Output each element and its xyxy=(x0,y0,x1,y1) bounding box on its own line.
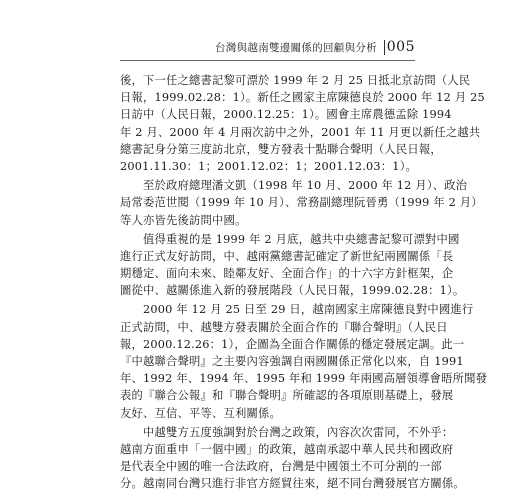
text-line: 後，下一任之總書記黎可漂於 1999 年 2 月 25 日抵北京訪問（人民 xyxy=(120,74,471,87)
text-line: 2001.11.30：1；2001.12.02：1；2001.12.03：1）。 xyxy=(120,159,418,173)
text-line: 至於政府總理潘文凱（1998 年 10 月、2000 年 12 月）、政治 xyxy=(120,179,468,193)
header-divider xyxy=(384,40,385,55)
text-line: 等人亦皆先後訪問中國。 xyxy=(120,213,247,227)
paragraph xyxy=(120,72,485,175)
body-text xyxy=(120,72,488,495)
paragraph xyxy=(120,424,465,493)
paragraph xyxy=(120,301,488,421)
text-line: 2000 年 12 月 25 日至 29 日，越南國家主席陳德良對中國進行 xyxy=(120,303,474,317)
text-line: 值得重視的是 1999 年 2 月底，越共中央總書記黎可漂對中國 xyxy=(120,232,460,246)
header-rule xyxy=(120,60,415,61)
running-header xyxy=(120,41,415,56)
text-line: 日訪中（人民日報，2000.12.25：1）。國會主席農德孟除 1994 xyxy=(120,108,452,122)
text-line: 期穩定、面向未來、睦鄰友好、全面合作」的十六字方針框架，企 xyxy=(120,267,454,281)
text-line: 局常委范世閱（1999 年 10 月）、常務副總理阮晉勇（1999 年 2 月） xyxy=(120,196,483,210)
text-line: 越南方面重申「一個中國」的政策，越南承認中華人民共和國政府 xyxy=(120,442,454,456)
text-line: 中越雙方五度強調對於台灣之政策，內容次次雷同，不外乎： xyxy=(120,425,454,439)
text-line: 年、1992 年、1994 年、1995 年和 1999 年兩國高層領導會晤所聞發 xyxy=(120,372,488,386)
text-line: 進行正式友好訪問，中、越兩黨總書記確定了新世紀兩國關係「長 xyxy=(120,249,454,263)
running-header-title: 台灣與越南雙邊關係的回顧與分析 xyxy=(215,42,377,54)
paragraph xyxy=(120,177,483,229)
text-line: 日報，1999.02.28：1）。新任之國家主席陳德良於 2000 年 12 月 25 xyxy=(120,91,485,105)
page-number: 005 xyxy=(386,39,415,55)
text-line: 圖從中、越關係進入新的發展階段（人民日報，1999.02.28：1）。 xyxy=(120,284,465,298)
text-line: 是代表全中國的唯一合法政府，台灣是中國領土不可分割的一部 xyxy=(120,460,442,474)
text-line: 年 2 月、2000 年 4 月兩次訪中之外，2001 年 11 月更以新任之越共 xyxy=(120,125,481,139)
text-line: 『中越聯合聲明』之主要內容強調自兩國關係正常化以來，自 1991 xyxy=(120,355,464,368)
text-line: 分。越南同台灣只進行非官方經貿往來，絕不同台灣發展官方關係。 xyxy=(120,477,465,491)
text-line: 友好、互信、平等、互利關係。 xyxy=(120,406,281,420)
text-line: 報，2000.12.26：1），企圖為全面合作關係的穩定發展定調。此一 xyxy=(120,337,465,351)
text-line: 正式訪問，中、越雙方發表關於全面合作的『聯合聲明』（人民日 xyxy=(120,320,448,334)
text-line: 總書記身分第三度訪北京，雙方發表十點聯合聲明（人民日報， xyxy=(120,142,442,156)
paragraph xyxy=(120,231,465,300)
text-line: 表的『聯合公報』和『聯合聲明』所確認的各項原則基礎上，發展 xyxy=(120,389,454,403)
